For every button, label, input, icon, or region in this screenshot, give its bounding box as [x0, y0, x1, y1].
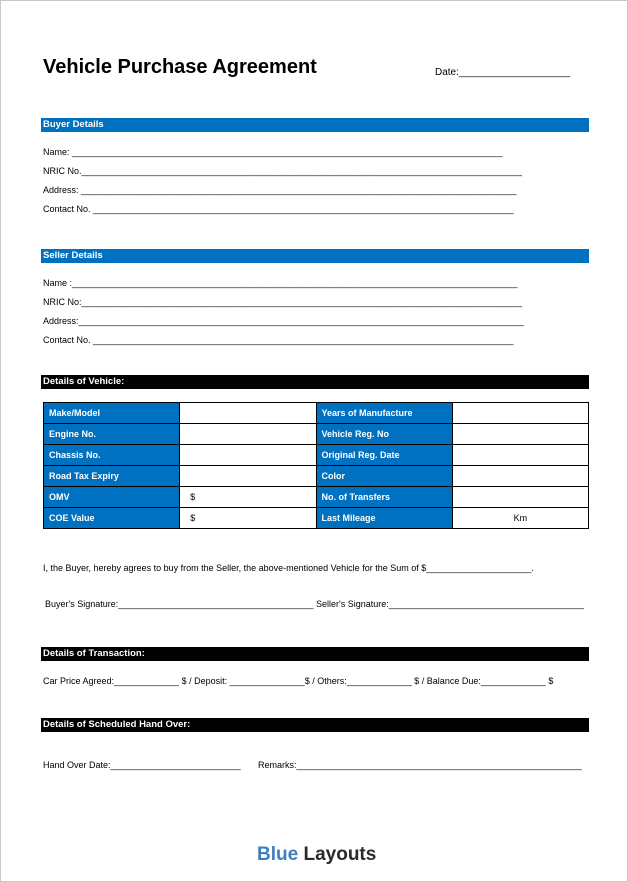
date-field[interactable]: Date:____________________ — [435, 67, 571, 78]
vehicle-label: Years of Manufacture — [316, 403, 452, 424]
vehicle-label: Road Tax Expiry — [44, 466, 180, 487]
seller-contact-field[interactable]: Contact No. ____________________________________________________________________________________ — [43, 335, 514, 345]
table-row — [44, 466, 589, 487]
remarks-field[interactable]: Remarks:_________________________________________________________ — [258, 760, 582, 770]
buyer-details-heading: Buyer Details — [41, 118, 589, 132]
table-row — [44, 445, 589, 466]
vehicle-value-cell[interactable] — [452, 403, 588, 424]
table-row — [44, 403, 589, 424]
brand-logo — [257, 844, 376, 866]
buyer-address-field[interactable]: Address: _______________________________________________________________________________________ — [43, 185, 517, 195]
buyer-name-field[interactable]: Name: ______________________________________________________________________________________ — [43, 147, 503, 157]
vehicle-value-cell[interactable]: Km — [452, 508, 588, 529]
seller-details-heading: Seller Details — [41, 249, 589, 263]
vehicle-value-cell[interactable] — [452, 466, 588, 487]
vehicle-value-cell[interactable] — [452, 424, 588, 445]
seller-signature-field[interactable]: Seller's Signature:_______________________________________ — [316, 599, 584, 609]
vehicle-label: Make/Model — [44, 403, 180, 424]
logo-part-layouts: Layouts — [303, 844, 377, 865]
vehicle-value-cell[interactable] — [452, 487, 588, 508]
vehicle-value-cell[interactable] — [180, 445, 316, 466]
vehicle-table — [43, 402, 589, 529]
vehicle-label: OMV — [44, 487, 180, 508]
vehicle-label: Engine No. — [44, 424, 180, 445]
handover-heading: Details of Scheduled Hand Over: — [41, 718, 589, 732]
handover-date-field[interactable]: Hand Over Date:__________________________ — [43, 760, 241, 770]
logo-part-blue: Blue — [257, 844, 299, 865]
vehicle-value-cell[interactable]: $ — [180, 487, 316, 508]
seller-address-field[interactable]: Address:_________________________________________________________________________________________ — [43, 316, 524, 326]
page-title: Vehicle Purchase Agreement — [43, 56, 317, 78]
table-row — [44, 424, 589, 445]
transaction-heading: Details of Transaction: — [41, 647, 589, 661]
seller-name-field[interactable]: Name :_________________________________________________________________________________________ — [43, 278, 518, 288]
buyer-signature-field[interactable]: Buyer's Signature:_______________________________________ — [45, 599, 314, 609]
vehicle-label: Vehicle Reg. No — [316, 424, 452, 445]
vehicle-value-cell[interactable]: $ — [180, 508, 316, 529]
table-row — [44, 487, 589, 508]
vehicle-value-cell[interactable] — [180, 424, 316, 445]
seller-nric-field[interactable]: NRIC No:________________________________________________________________________________________ — [43, 297, 522, 307]
vehicle-label: Chassis No. — [44, 445, 180, 466]
vehicle-value-cell[interactable] — [452, 445, 588, 466]
vehicle-label: No. of Transfers — [316, 487, 452, 508]
buyer-contact-field[interactable]: Contact No. ____________________________________________________________________________________ — [43, 204, 514, 214]
vehicle-details-heading: Details of Vehicle: — [41, 375, 589, 389]
buyer-nric-field[interactable]: NRIC No.________________________________________________________________________________________ — [43, 166, 522, 176]
vehicle-value-cell[interactable] — [180, 466, 316, 487]
vehicle-label: Original Reg. Date — [316, 445, 452, 466]
vehicle-label: Last Mileage — [316, 508, 452, 529]
table-row — [44, 508, 589, 529]
vehicle-value-cell[interactable] — [180, 403, 316, 424]
vehicle-label: Color — [316, 466, 452, 487]
transaction-fields[interactable]: Car Price Agreed:_____________ $ / Deposit: _______________$ / Others:_____________ $ / Balance Due:_____________ $ — [43, 676, 554, 686]
vehicle-label: COE Value — [44, 508, 180, 529]
agreement-statement[interactable]: I, the Buyer, hereby agrees to buy from the Seller, the above-mentioned Vehicle for the Sum of $_____________________. — [43, 563, 534, 573]
